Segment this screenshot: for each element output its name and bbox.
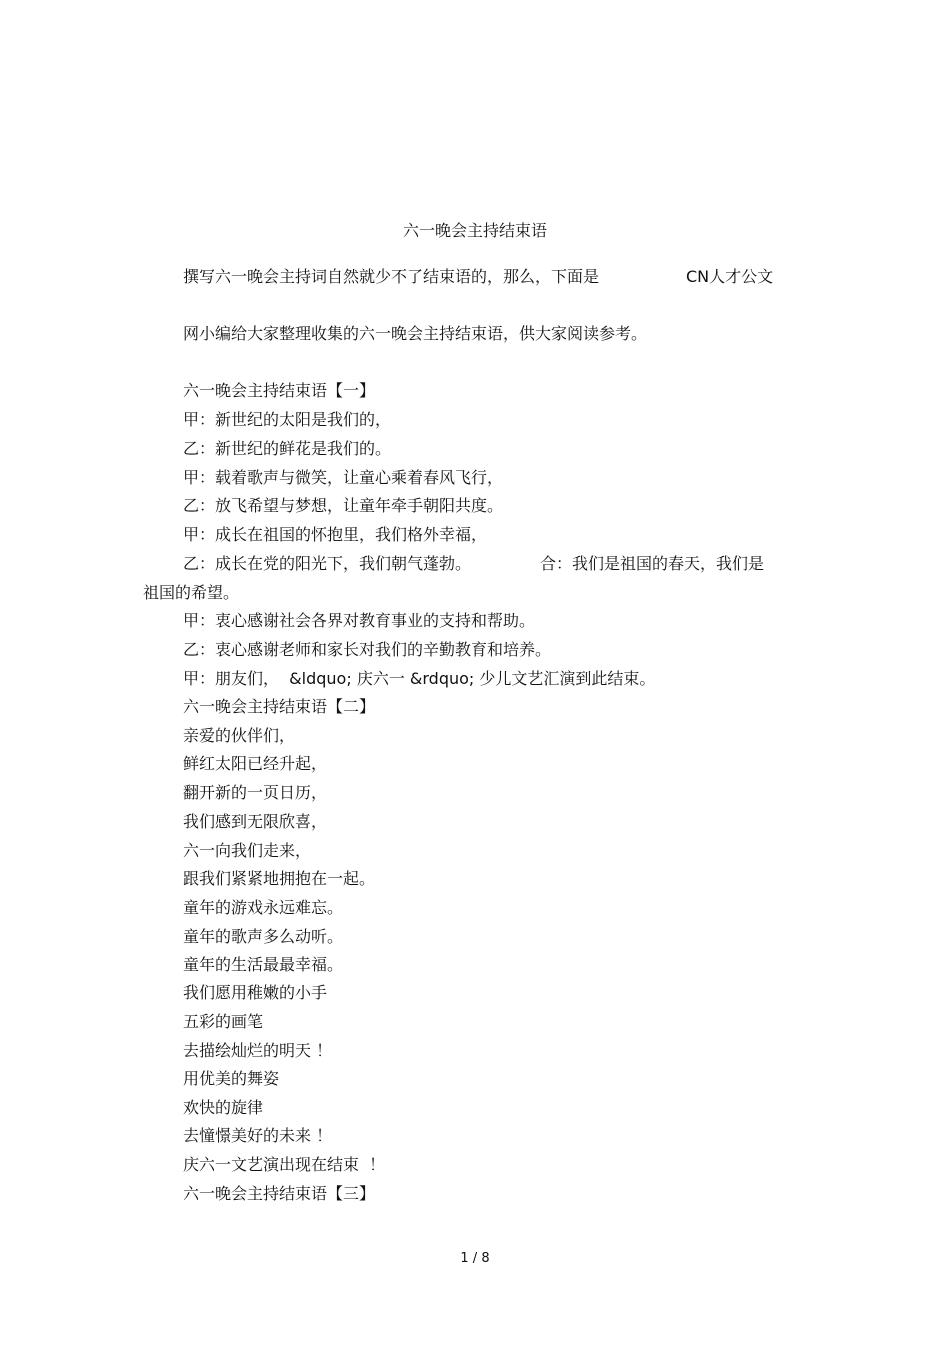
section-2-line: 去憧憬美好的未来 ！ [183,1126,333,1145]
intro-line-1-source: CN人才公文 [686,267,774,286]
section-2-line: 跟我们紧紧地拥抱在一起。 [183,869,376,888]
section-2-line: 我们感到无限欣喜， [183,812,328,831]
intro-line-1: 撰写六一晚会主持词自然就少不了结束语的，那么，下面是 [183,267,600,286]
section-2-line: 去描绘灿烂的明天 ！ [183,1041,333,1060]
section-2-line: 六一向我们走来， [183,841,312,860]
document-title: 六一晚会主持结束语 [402,221,547,240]
section-2-line: 童年的生活最最幸福。 [183,955,344,974]
section-2-line: 翻开新的一页日历， [183,783,328,802]
section-1-yi-line: 乙：成长在党的阳光下，我们朝气蓬勃。 [183,554,472,573]
section-2-line: 鲜红太阳已经升起， [183,754,328,773]
section-2-line: 用优美的舞姿 [183,1069,280,1088]
section-2-heading: 六一晚会主持结束语【二】 [183,697,376,716]
section-2-line: 欢快的旋律 [183,1098,264,1117]
section-1-line: 乙：放飞希望与梦想，让童年牵手朝阳共度。 [183,496,504,515]
section-2-line: 庆六一文艺演出现在结束 ！ [183,1155,386,1174]
section-3-heading: 六一晚会主持结束语【三】 [183,1184,376,1203]
intro-line-2: 网小编给大家整理收集的六一晚会主持结束语，供大家阅读参考。 [183,324,648,343]
section-1-line: 甲：衷心感谢社会各界对教育事业的支持和帮助。 [183,611,536,630]
section-1-line: 乙：新世纪的鲜花是我们的。 [183,439,392,458]
section-2-line: 童年的歌声多么动听。 [183,927,344,946]
section-1-line: 甲：朋友们， &ldquo; 庆六一 &rdquo; 少儿文艺汇演到此结束。 [183,669,656,688]
section-1-line: 乙：衷心感谢老师和家长对我们的辛勤教育和培养。 [183,640,552,659]
section-2-line: 亲爱的伙伴们， [183,726,296,745]
section-1-line: 甲：成长在祖国的怀抱里，我们格外幸福， [183,525,488,544]
section-2-line: 童年的游戏永远难忘。 [183,898,344,917]
section-2-line: 五彩的画笔 [183,1012,264,1031]
section-2-line: 我们愿用稚嫩的小手 [183,983,328,1002]
page-indicator: 1 / 8 [460,1251,490,1266]
section-1-line: 甲：新世纪的太阳是我们的， [183,410,392,429]
section-1-line: 甲：载着歌声与微笑，让童心乘着春风飞行， [183,468,504,487]
section-1-he-line: 合：我们是祖国的春天，我们是 [540,554,765,573]
section-1-heading: 六一晚会主持结束语【一】 [183,381,376,400]
section-1-he-line-continued: 祖国的希望。 [143,583,240,602]
